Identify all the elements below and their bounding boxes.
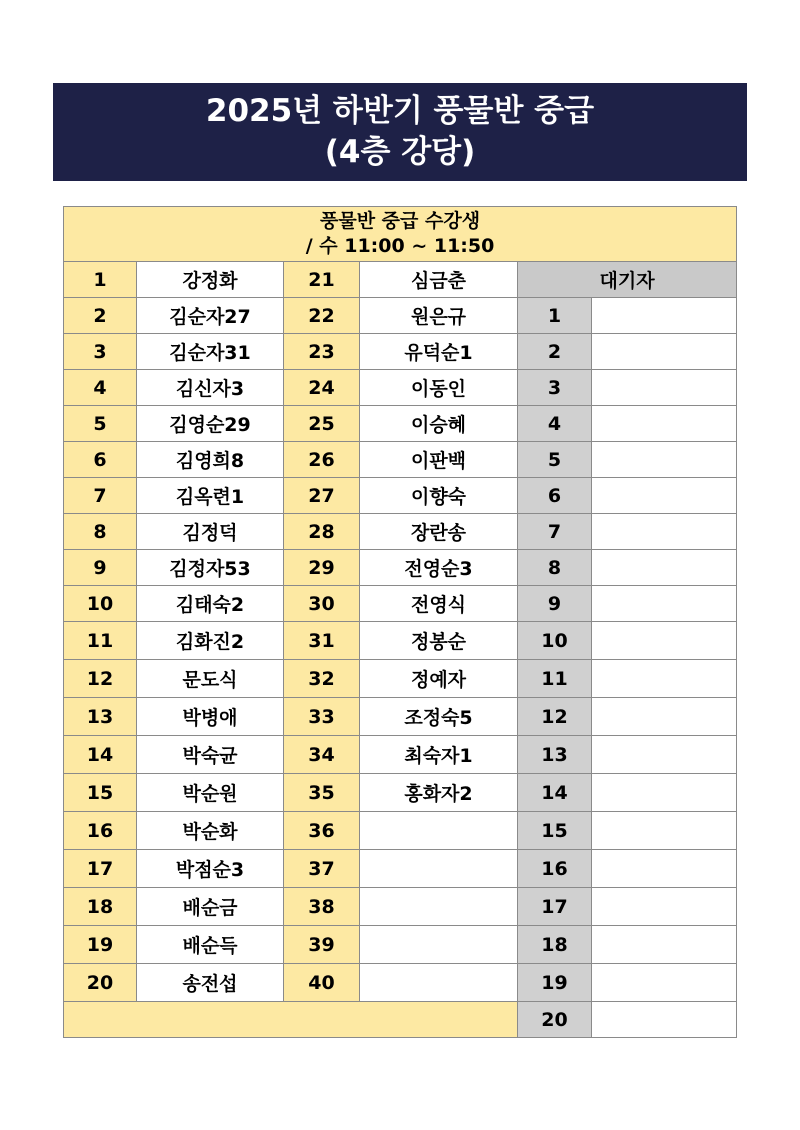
student-number: 16 [64,812,137,850]
waitlist-name [592,298,737,334]
waitlist-name [592,812,737,850]
student-number: 21 [284,262,360,298]
student-number: 5 [64,406,137,442]
waitlist-name [592,586,737,622]
table-row [64,736,737,774]
student-number: 2 [64,298,137,334]
waitlist-number: 14 [518,774,592,812]
student-number: 12 [64,660,137,698]
student-name: 이향숙 [360,478,518,514]
student-name: 장란송 [360,514,518,550]
waitlist-number: 4 [518,406,592,442]
waitlist-name [592,370,737,406]
student-number: 23 [284,334,360,370]
waitlist-name [592,1002,737,1038]
student-number: 38 [284,888,360,926]
student-number: 10 [64,586,137,622]
student-number: 26 [284,442,360,478]
waitlist-name [592,964,737,1002]
student-number: 34 [284,736,360,774]
student-number: 30 [284,586,360,622]
table-row [64,550,737,586]
student-number: 1 [64,262,137,298]
student-number: 13 [64,698,137,736]
waitlist-name [592,334,737,370]
student-number: 24 [284,370,360,406]
page-title: 2025년 하반기 풍물반 중급 [205,93,595,129]
student-name: 김옥련1 [137,478,284,514]
student-name: 박순화 [137,812,284,850]
waitlist-number: 19 [518,964,592,1002]
student-number: 27 [284,478,360,514]
student-number: 9 [64,550,137,586]
student-number: 31 [284,622,360,660]
student-number: 18 [64,888,137,926]
student-number: 3 [64,334,137,370]
table-row [64,298,737,334]
waitlist-number: 1 [518,298,592,334]
student-name: 김영희8 [137,442,284,478]
student-name: 전영식 [360,586,518,622]
table-row [64,586,737,622]
student-name: 이판백 [360,442,518,478]
student-name: 배순금 [137,888,284,926]
waitlist-name [592,736,737,774]
waitlist-name [592,514,737,550]
waitlist-number: 9 [518,586,592,622]
table-row [64,406,737,442]
waitlist-name [592,660,737,698]
waitlist-number: 6 [518,478,592,514]
student-number: 7 [64,478,137,514]
waitlist-number: 10 [518,622,592,660]
student-name: 홍화자2 [360,774,518,812]
waitlist-number: 8 [518,550,592,586]
student-name: 김정자53 [137,550,284,586]
waitlist-number: 12 [518,698,592,736]
table-row [64,926,737,964]
student-name [360,850,518,888]
waitlist-name [592,550,737,586]
student-number: 36 [284,812,360,850]
waitlist-number: 18 [518,926,592,964]
student-number: 6 [64,442,137,478]
student-number: 8 [64,514,137,550]
student-name [360,964,518,1002]
student-name: 배순득 [137,926,284,964]
student-name [360,888,518,926]
table-row [64,1002,737,1038]
student-name: 이승혜 [360,406,518,442]
student-name: 최숙자1 [360,736,518,774]
student-number: 14 [64,736,137,774]
table-row [64,698,737,736]
student-number: 32 [284,660,360,698]
waitlist-number: 3 [518,370,592,406]
student-name: 유덕순1 [360,334,518,370]
waitlist-number: 16 [518,850,592,888]
waitlist-number: 7 [518,514,592,550]
student-number: 40 [284,964,360,1002]
table-row [64,262,737,298]
student-name: 문도식 [137,660,284,698]
table-row [64,622,737,660]
student-name: 김순자27 [137,298,284,334]
class-schedule: / 수 11:00 ~ 11:50 [305,235,495,257]
student-number: 33 [284,698,360,736]
student-number: 28 [284,514,360,550]
roster-table [63,206,737,1038]
table-row [64,964,737,1002]
student-name [360,926,518,964]
table-row [64,660,737,698]
student-name: 박순원 [137,774,284,812]
waitlist-name [592,406,737,442]
student-name: 박숙균 [137,736,284,774]
student-number: 11 [64,622,137,660]
waitlist-name [592,850,737,888]
student-number: 29 [284,550,360,586]
student-name: 김정덕 [137,514,284,550]
waitlist-number: 13 [518,736,592,774]
waitlist-number: 17 [518,888,592,926]
waitlist-name [592,622,737,660]
class-header [64,207,737,262]
table-row [64,514,737,550]
student-name: 김영순29 [137,406,284,442]
student-number: 22 [284,298,360,334]
table-row [64,478,737,514]
student-number: 37 [284,850,360,888]
title-banner [53,83,747,181]
student-name: 송전섭 [137,964,284,1002]
student-number: 19 [64,926,137,964]
class-name: 풍물반 중급 수강생 [320,210,481,232]
student-name: 강정화 [137,262,284,298]
waitlist-name [592,774,737,812]
waitlist-name [592,478,737,514]
student-number: 15 [64,774,137,812]
student-name [360,812,518,850]
waitlist-name [592,442,737,478]
waitlist-number: 2 [518,334,592,370]
student-number: 25 [284,406,360,442]
student-name: 조정숙5 [360,698,518,736]
student-name: 김화진2 [137,622,284,660]
table-row [64,850,737,888]
student-name: 전영순3 [360,550,518,586]
student-name: 심금춘 [360,262,518,298]
student-number: 4 [64,370,137,406]
table-footer [64,1002,518,1038]
student-name: 정예자 [360,660,518,698]
student-name: 김순자31 [137,334,284,370]
student-name: 박점순3 [137,850,284,888]
waitlist-number: 5 [518,442,592,478]
waitlist-title: 대기자 [518,262,737,298]
student-number: 35 [284,774,360,812]
table-row [64,442,737,478]
student-name: 김태숙2 [137,586,284,622]
table-row [64,774,737,812]
student-name: 원은규 [360,298,518,334]
student-number: 20 [64,964,137,1002]
waitlist-name [592,888,737,926]
table-row [64,812,737,850]
table-row [64,370,737,406]
waitlist-name [592,926,737,964]
student-name: 김신자3 [137,370,284,406]
student-name: 정봉순 [360,622,518,660]
table-row [64,888,737,926]
waitlist-name [592,698,737,736]
student-number: 39 [284,926,360,964]
student-name: 박병애 [137,698,284,736]
waitlist-number: 15 [518,812,592,850]
table-row [64,334,737,370]
student-number: 17 [64,850,137,888]
waitlist-number: 11 [518,660,592,698]
page-subtitle: (4층 강당) [324,134,476,170]
waitlist-number: 20 [518,1002,592,1038]
student-name: 이동인 [360,370,518,406]
